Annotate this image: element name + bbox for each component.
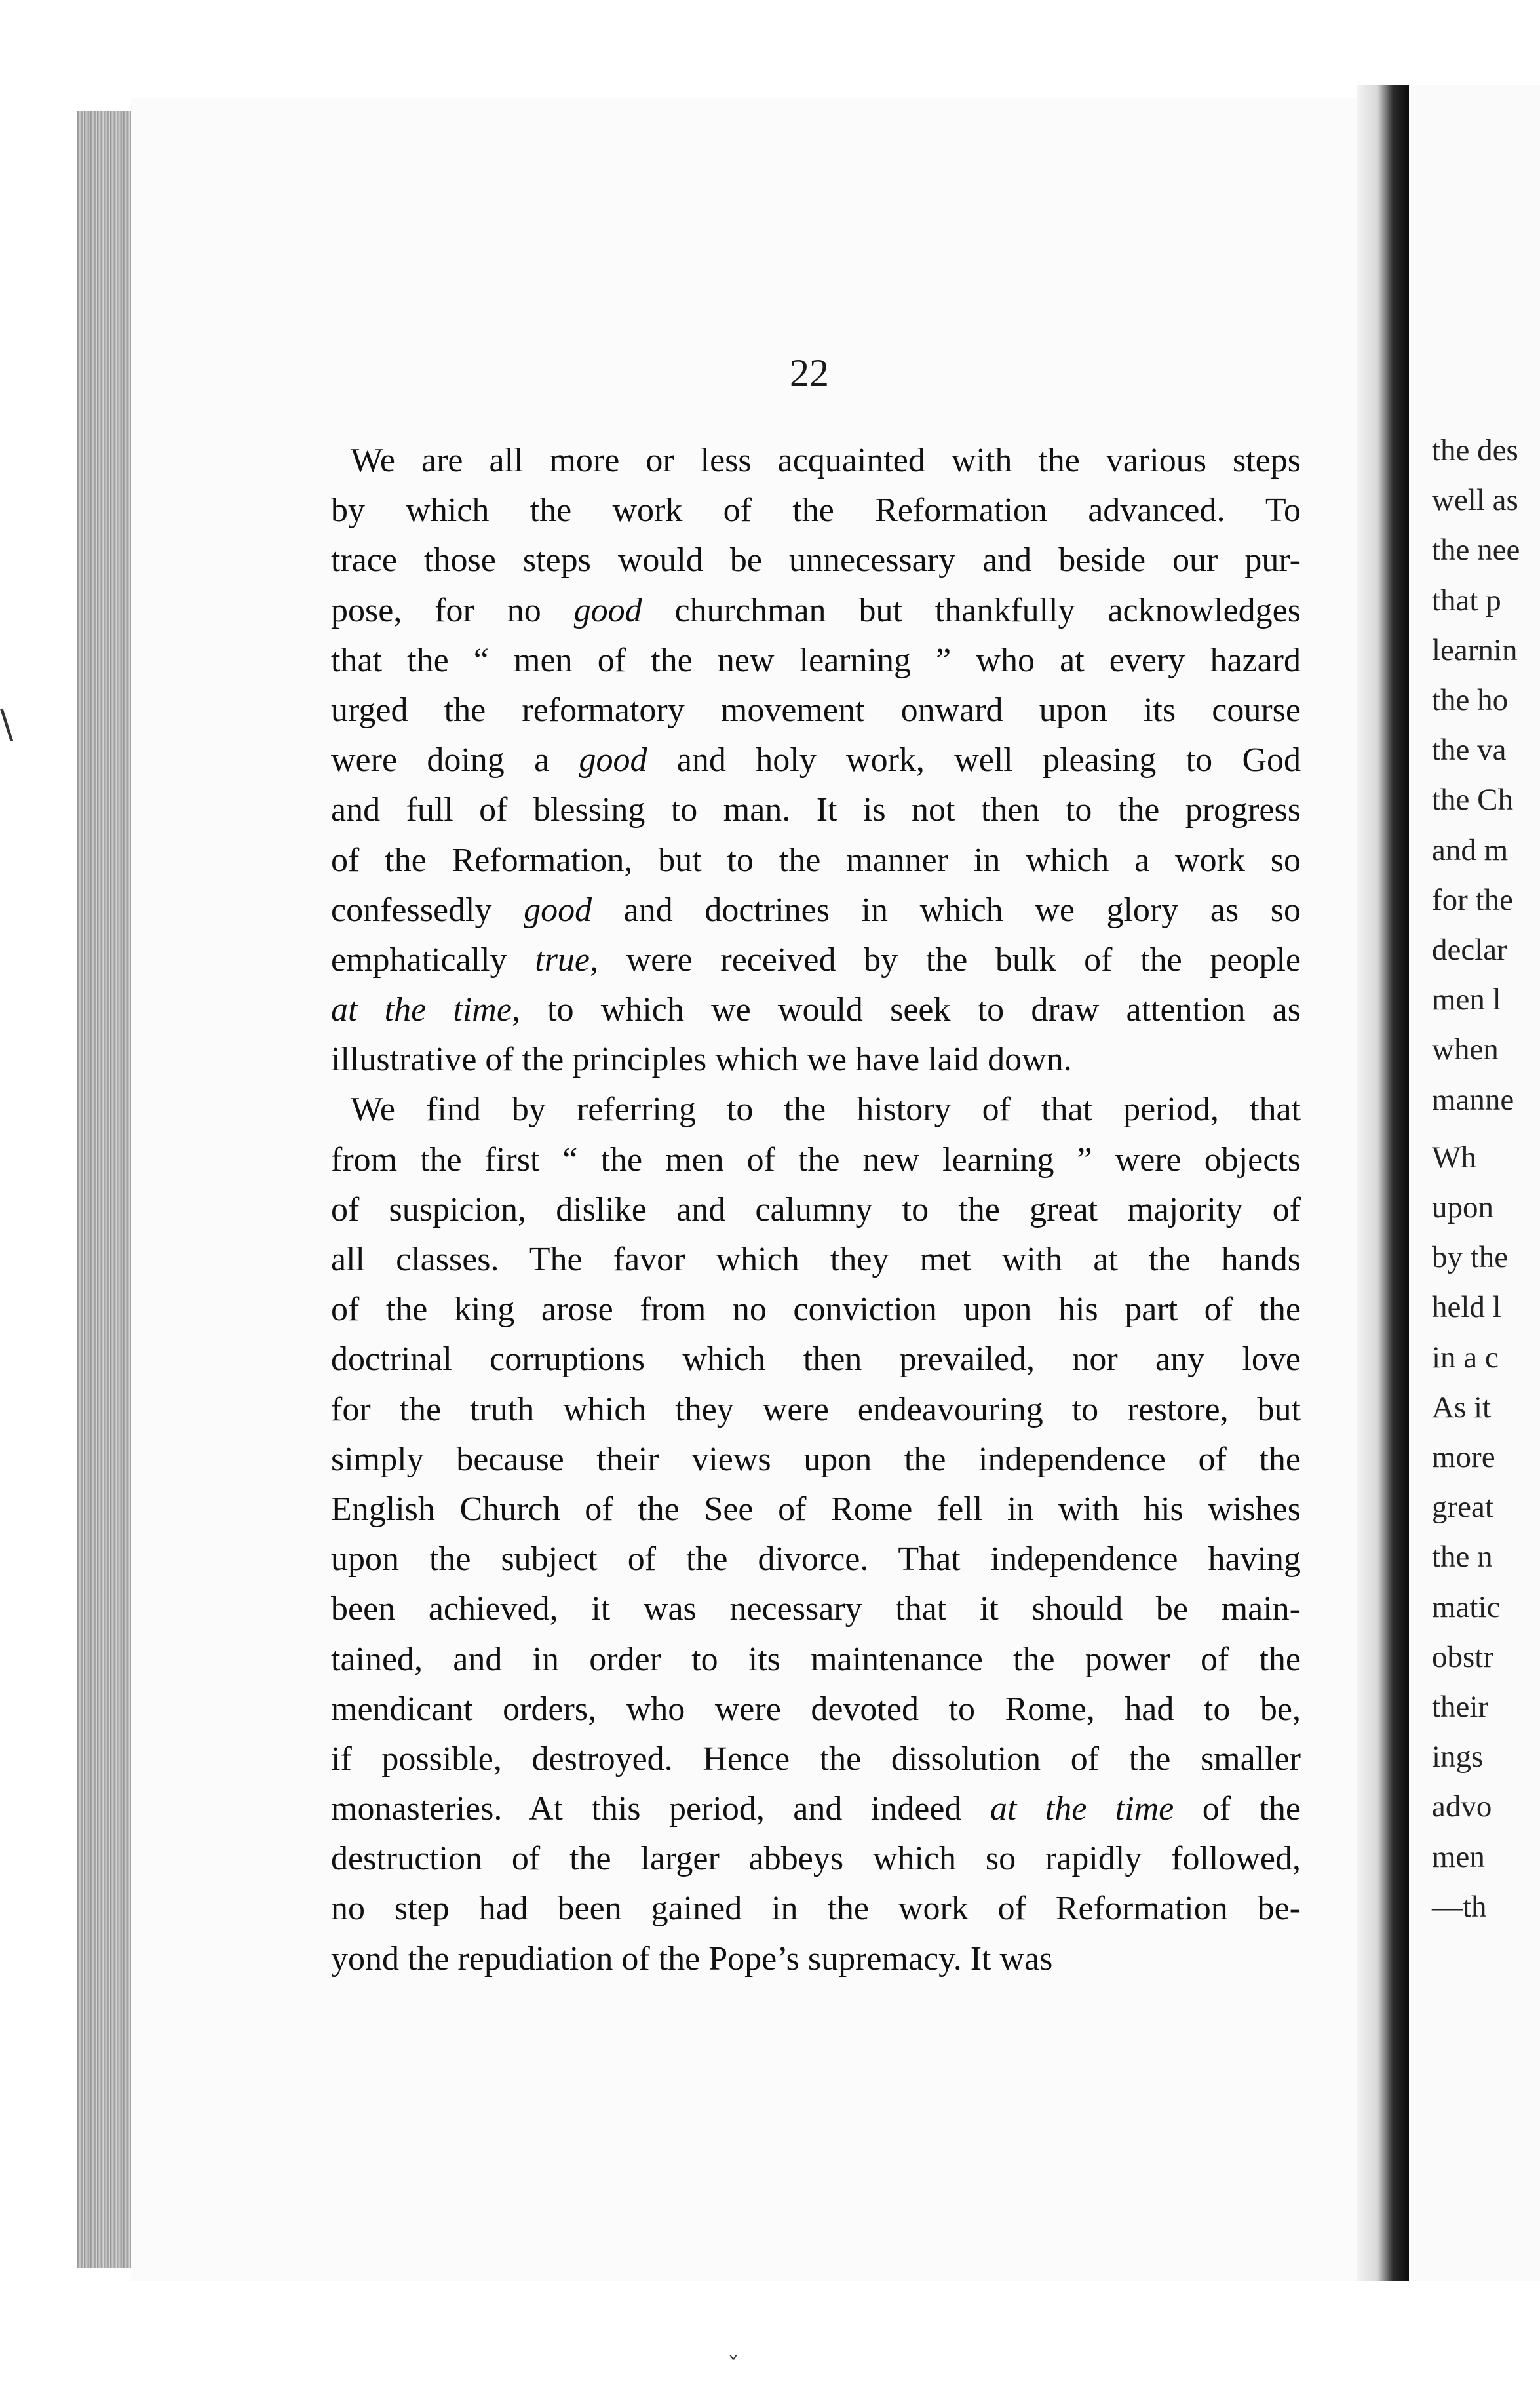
facing-page-line: for the [1432, 882, 1513, 917]
page-number: 22 [790, 351, 829, 395]
facing-page-line: held l [1432, 1290, 1501, 1325]
facing-page-line: —th [1432, 1889, 1487, 1924]
text-line: by which the work of the Reformation advanced. To [331, 492, 1301, 530]
text-line: mendicant orders, who were devoted to Rome, had to be, [331, 1690, 1301, 1728]
text-line: pose, for no good churchman but thankfully acknowledges [331, 591, 1301, 629]
text-line: been achieved, it was necessary that it should be main- [331, 1590, 1301, 1628]
facing-page-line: learnin [1432, 633, 1518, 667]
facing-page-line: matic [1432, 1590, 1501, 1624]
text-line: no step had been gained in the work of Reformation be- [331, 1890, 1301, 1928]
facing-page-line: manne [1432, 1082, 1514, 1117]
facing-page-line: upon [1432, 1190, 1493, 1224]
facing-page-line: the nee [1432, 533, 1520, 568]
text-line: yond the repudiation of the Pope’s supremacy. It was [331, 1940, 1053, 1978]
text-line: of the Reformation, but to the manner in which a work so [331, 841, 1301, 879]
text-line: if possible, destroyed. Hence the dissolution of the smaller [331, 1740, 1301, 1778]
facing-page-line: the Ch [1432, 783, 1514, 817]
facing-page-line: Wh [1432, 1140, 1476, 1175]
facing-page-line: and m [1432, 832, 1509, 867]
text-line: were doing a good and holy work, well pleasing to God [331, 741, 1301, 779]
facing-page-line: ings [1432, 1740, 1484, 1774]
text-line: destruction of the larger abbeys which so rapidly followed, [331, 1840, 1301, 1878]
margin-mark: \ [0, 701, 14, 747]
text-line: tained, and in order to its maintenance the power of the [331, 1640, 1301, 1678]
text-line: urged the reformatory movement onward upon its course [331, 691, 1301, 729]
facing-page-line: the des [1432, 433, 1518, 467]
text-line: We are all more or less acquainted with the various steps [351, 442, 1301, 479]
facing-page-line: the ho [1432, 683, 1509, 717]
facing-page-line: well as [1432, 483, 1518, 518]
facing-page-line: men l [1432, 983, 1501, 1017]
text-line: We find by referring to the history of that period, that [351, 1091, 1301, 1129]
text-line: confessedly good and doctrines in which we glory as so [331, 891, 1301, 929]
text-line: emphatically true, were received by the bulk of the people [331, 941, 1301, 979]
text-line: of the king arose from no conviction upon his part of the [331, 1291, 1301, 1329]
text-line: from the first “ the men of the new learning ” were objects [331, 1141, 1301, 1179]
text-line: doctrinal corruptions which then prevailed, nor any love [331, 1340, 1301, 1379]
body-text [331, 436, 1301, 1984]
facing-page-line: their [1432, 1690, 1489, 1724]
facing-page-line: men [1432, 1839, 1485, 1874]
text-line: for the truth which they were endeavouring to restore, but [331, 1390, 1301, 1428]
text-line: monasteries. At this period, and indeed at the time of the [331, 1790, 1301, 1828]
facing-page-line: the va [1432, 733, 1507, 768]
text-line: all classes. The favor which they met with at the hands [331, 1241, 1301, 1278]
facing-page-line: that p [1432, 583, 1501, 617]
facing-page-line: declar [1432, 933, 1507, 967]
facing-page-line: by the [1432, 1240, 1509, 1275]
facing-page [1409, 85, 1540, 2281]
book-gutter [1357, 85, 1409, 2281]
bottom-mark: ˇ [727, 2353, 739, 2380]
facing-page-line: when [1432, 1032, 1499, 1067]
text-line: upon the subject of the divorce. That independence having [331, 1540, 1301, 1578]
text-line: trace those steps would be unnecessary and beside our pur- [331, 541, 1301, 579]
facing-page-line: As it [1432, 1390, 1492, 1424]
facing-page-line: the n [1432, 1540, 1493, 1574]
facing-page-line: great [1432, 1490, 1493, 1525]
text-line: English Church of the See of Rome fell in with his wishes [331, 1490, 1301, 1528]
text-line: and full of blessing to man. It is not then to the progress [331, 791, 1301, 829]
text-line: of suspicion, dislike and calumny to the great majority of [331, 1190, 1301, 1228]
text-line: at the time, to which we would seek to draw attention as [331, 991, 1301, 1029]
text-line: simply because their views upon the independence of the [331, 1440, 1301, 1478]
text-line: that the “ men of the new learning ” who at every hazard [331, 641, 1301, 679]
facing-page-line: advo [1432, 1790, 1492, 1824]
text-line: illustrative of the principles which we have laid down. [331, 1041, 1072, 1079]
book-edge [77, 111, 136, 2268]
facing-page-line: in a c [1432, 1340, 1499, 1375]
facing-page-line: obstr [1432, 1639, 1493, 1674]
facing-page-line: more [1432, 1440, 1495, 1474]
